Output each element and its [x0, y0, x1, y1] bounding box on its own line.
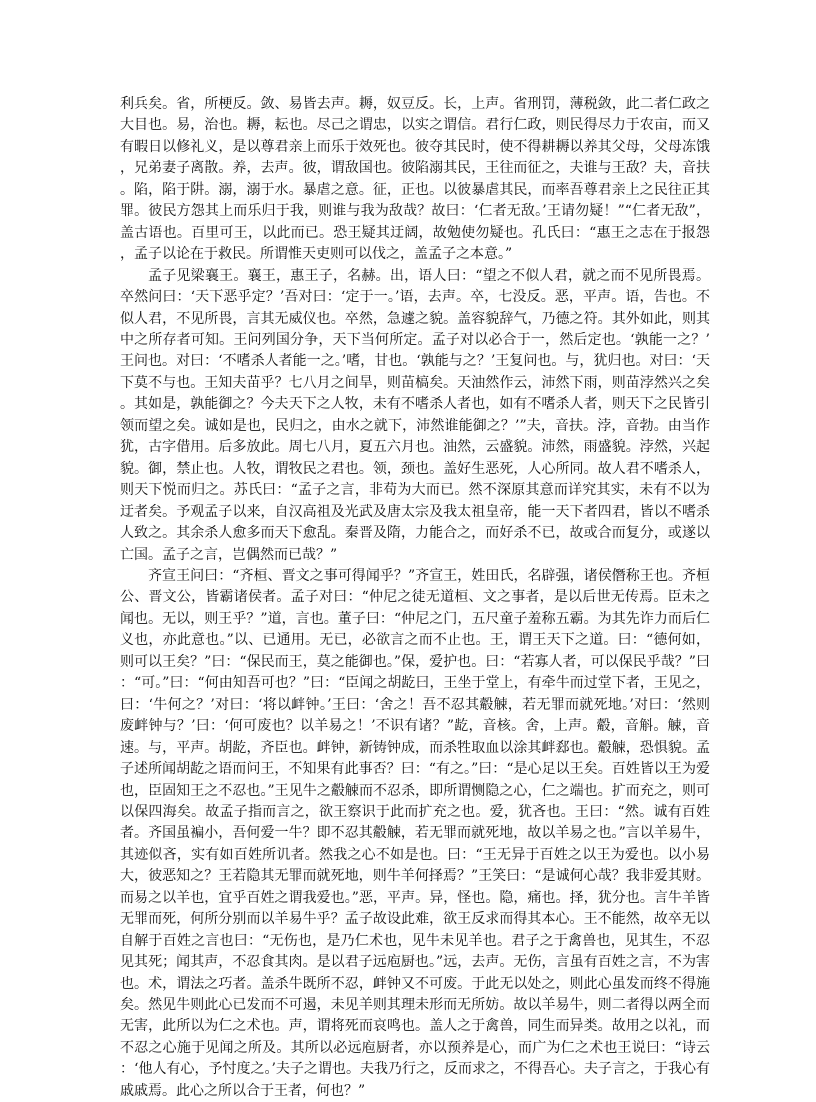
paragraph-mencius-meets-king-xiang: 孟子见梁襄王。襄王，惠王子，名赫。出，语人曰：“望之不似人君，就之而不见所畏焉。卒然问曰：‘天下恶乎定？’吾对曰：‘定于一。’语，去声。卒，七没反。恶，平声。语，告也。不似人君，不见所畏，言其无威仪也。卒然，急遽之貌。盖容貌辞气，乃德之符。其外如此，则其中之所存者可知。王问列国分争，天下当何所定。孟子对以必合于一，然后定也。‘孰能一之？’王问也。对曰：‘不嗜杀人者能一之。’嗜，甘也。‘孰能与之？’王复问也。与，犹归也。对曰：‘天下莫不与也。王知夫苗乎？七八月之间旱，则苗槁矣。天油然作云，沛然下雨，则苗浡然兴之矣。其如是，孰能御之？今夫天下之人牧，未有不嗜杀人者也，如有不嗜杀人者，则天下之民皆引领而望之矣。诚如是也，民归之，由水之就下，沛然谁能御之？’”夫，音扶。浡，音勃。由当作犹，古字借用。后多放此。周七八月，夏五六月也。油然，云盛貌。沛然，雨盛貌。浡然，兴起貌。御，禁止也。人牧，谓牧民之君也。领，颈也。盖好生恶死，人心所同。故人君不嗜杀人，则天下悦而归之。苏氏曰：“孟子之言，非苟为大而已。然不深原其意而详究其实，未有不以为迂者矣。予观孟子以来，自汉高祖及光武及唐太宗及我太祖皇帝，能一天下者四君，皆以不嗜杀人致之。其余杀人愈多而天下愈乱。秦晋及隋，力能合之，而好杀不已，故或合而复分，或遂以亡国。孟子之言，岂偶然而已哉？”	[120, 267, 710, 563]
document-page	[120, 94, 710, 1102]
paragraph-commentary-benevolent-ruler: 利兵矣。省，所梗反。敛、易皆去声。耨，奴豆反。长，上声。省刑罚，薄税敛，此二者仁政之大目也。易，治也。耨，耘也。尽己之谓忠，以实之谓信。君行仁政，则民得尽力于农亩，而又有暇日以修礼义，是以尊君亲上而乐于效死也。彼夺其民时，使不得耕耨以养其父母，父母冻饿，兄弟妻子离散。养，去声。彼，谓敌国也。彼陷溺其民，王往而征之，夫谁与王敌？夫，音扶。陷，陷于阱。溺，溺于水。暴虐之意。征，正也。以彼暴虐其民，而率吾尊君亲上之民往正其罪。彼民方怨其上而乐归于我，则谁与我为敌哉？故曰：‘仁者无敌。’王请勿疑！”“仁者无敌”，盖古语也。百里可王，以此而已。恐王疑其迂阔，故勉使勿疑也。孔氏曰：“惠王之志在于报怨，孟子以论在于救民。所谓惟天吏则可以伐之，盖孟子之本意。”	[120, 96, 710, 263]
paragraph-king-xuan-of-qi-asks: 齐宣王问曰：“齐桓、晋文之事可得闻乎？”齐宣王，姓田氏，名辟强，诸侯僭称王也。齐桓公、晋文公，皆霸诸侯者。孟子对曰：“仲尼之徒无道桓、文之事者，是以后世无传焉。臣未之闻也。无以，则王乎？”道，言也。董子曰：“仲尼之门，五尺童子羞称五霸。为其先诈力而后仁义也，亦此意也。”以、已通用。无已，必欲言之而不止也。王，谓王天下之道。曰：“德何如，则可以王矣？”曰：“保民而王，莫之能御也。”保，爱护也。曰：“若寡人者，可以保民乎哉？”曰：“可。”曰：“何由知吾可也？”曰：“臣闻之胡龁曰，王坐于堂上，有牵牛而过堂下者，王见之，曰：‘牛何之？’对曰：‘将以衅钟。’王曰：‘舍之！吾不忍其觳觫，若无罪而就死地。’对曰：‘然则废衅钟与？’曰：‘何可废也？以羊易之！’不识有诸？”龁，音核。舍，上声。觳，音斛。觫，音速。与，平声。胡龁，齐臣也。衅钟，新铸钟成，而杀牲取血以涂其衅郄也。觳觫，恐惧貌。孟子述所闻胡龁之语而问王，不知果有此事否？曰：“有之。”曰：“是心足以王矣。百姓皆以王为爱也，臣固知王之不忍也。”王见牛之觳觫而不忍杀，即所谓恻隐之心，仁之端也。扩而充之，则可以保四海矣。故孟子指而言之，欲王察识于此而扩充之也。爱，犹吝也。王曰：“然。诚有百姓者。齐国虽褊小，吾何爱一牛？即不忍其觳觫，若无罪而就死地，故以羊易之也。”言以羊易牛，其迹似吝，实有如百姓所讥者。然我之心不如是也。曰：“王无异于百姓之以王为爱也。以小易大，彼恶知之？王若隐其无罪而就死地，则牛羊何择焉？”王笑曰：“是诚何心哉？我非爱其财。而易之以羊也，宜乎百姓之谓我爱也。”恶，平声。异，怪也。隐，痛也。择，犹分也。言牛羊皆无罪而死，何所分别而以羊易牛乎？孟子故设此难，欲王反求而得其本心。王不能然，故卒无以自解于百姓之言也曰：“无伤也，是乃仁术也，见牛未见羊也。君子之于禽兽也，见其生，不忍见其死；闻其声，不忍食其肉。是以君子远庖厨也。”远，去声。无伤，言虽有百姓之言，不为害也。术，谓法之巧者。盖杀牛既所不忍，衅钟又不可废。于此无以处之，则此心虽发而终不得施矣。然见牛则此心已发而不可遏，未见羊则其理未形而无所妨。故以羊易牛，则二者得以两全而无害，此所以为仁之术也。声，谓将死而哀鸣也。盖人之于禽兽，同生而异类。故用之以礼，而不忍之心施于见闻之所及。其所以必远庖厨者，亦以预养是心，而广为仁之术也王说曰：“诗云：‘他人有心，予忖度之。’夫子之谓也。夫我乃行之，反而求之，不得吾心。夫子言之，于我心有戚戚焉。此心之所以合于王者，何也？”	[120, 567, 710, 1099]
